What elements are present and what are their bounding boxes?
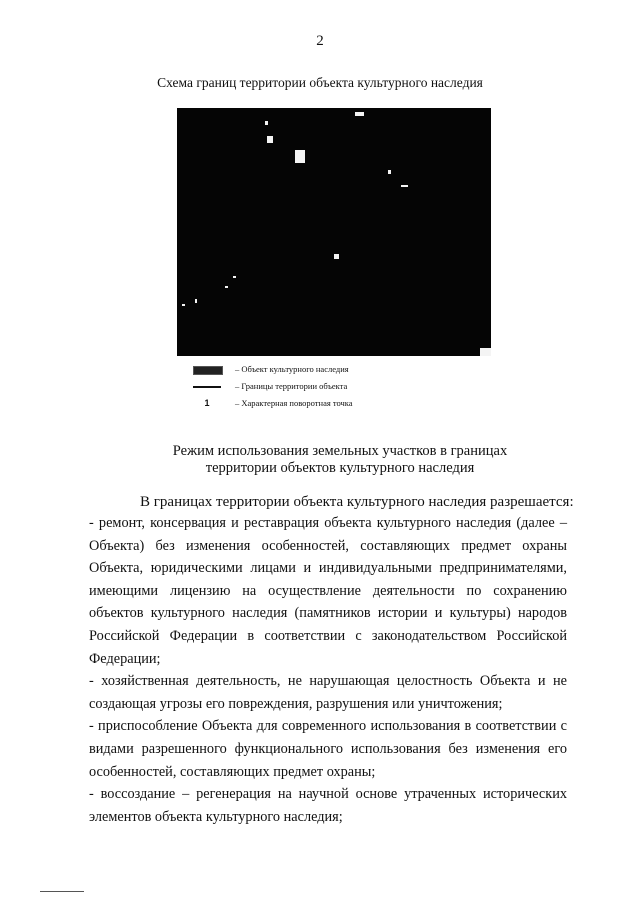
section-title	[0, 443, 640, 477]
paragraph: - хозяйственная деятельность, не нарушающая целостность Объекта и не создающая угрозы его повреждения, разрушения или уничтожения;	[89, 673, 567, 712]
map-marker	[225, 286, 228, 288]
paragraph: - приспособление Объекта для современного использования в соответствии с видами разрешенного функционального использования без изменения его особенностей, составляющих предмет охраны;	[89, 718, 567, 780]
map-marker	[182, 304, 185, 306]
page-number: 2	[316, 33, 324, 49]
section-title-text: Режим использования земельных участков в границах территории объектов культурного наследия	[172, 443, 508, 476]
cultural-object-symbol-icon	[193, 366, 223, 375]
map-marker	[195, 299, 197, 303]
footnote-separator	[40, 891, 84, 892]
turning-point-symbol: 1	[204, 398, 210, 408]
map-marker	[388, 170, 391, 174]
legend-label: – Характерная поворотная точка	[235, 398, 353, 408]
regulation-text	[89, 512, 567, 828]
map-title: Схема границ территории объекта культурного наследия	[157, 75, 483, 90]
border-line-icon	[193, 386, 221, 388]
map-marker	[334, 254, 339, 259]
legend-label: – Объект культурного наследия	[235, 364, 349, 374]
map-marker	[355, 112, 364, 116]
map-marker	[480, 348, 491, 356]
map-marker	[267, 136, 273, 143]
boundary-map-image	[177, 108, 491, 356]
paragraph: - ремонт, консервация и реставрация объекта культурного наследия (далее – Объекта) без изменения особенностей, составляющих предмет охраны Объекта, юридическими лицами и индивидуальными предпринимателями, имеющими лицензию на осуществление деятельности по сохранению объектов культурного наследия (памятников истории и культуры) народов Российской Федерации в соответствии с законодательством Российской Федерации;	[89, 515, 567, 667]
map-marker	[233, 276, 236, 278]
paragraph: - воссоздание – регенерация на научной основе утраченных исторических элементов объекта культурного наследия;	[89, 786, 567, 825]
map-marker	[401, 185, 408, 187]
intro-text: В границах территории объекта культурного наследия разрешается:	[140, 494, 574, 510]
cultural-object-marker	[295, 150, 305, 163]
legend-label: – Границы территории объекта	[235, 381, 348, 391]
map-marker	[265, 121, 268, 125]
